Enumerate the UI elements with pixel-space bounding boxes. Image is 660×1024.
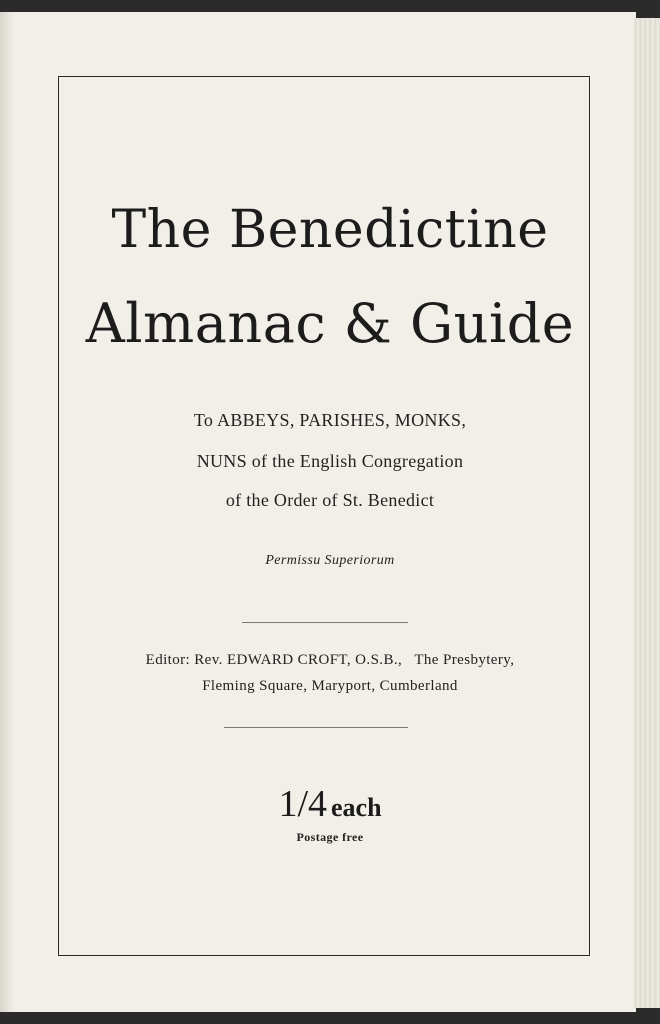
subtitle-line-1: To ABBEYS, PARISHES, MONKS, — [193, 410, 467, 430]
title-line-2: Almanac & Guide — [85, 292, 575, 355]
permission-note: Permissu Superiorum — [265, 553, 395, 568]
divider-bottom — [224, 727, 408, 728]
price-unit: each — [331, 793, 382, 822]
price-amount: 1/4 — [278, 783, 327, 825]
editor-line-2: Fleming Square, Maryport, Cumberland — [202, 678, 458, 694]
spine-shadow — [0, 12, 14, 1012]
subtitle-line-2: NUNS of the English Congregation — [196, 451, 464, 471]
editor-line-1: Editor: Rev. EDWARD CROFT, O.S.B., The Presbytery, — [145, 652, 515, 668]
divider-top — [242, 622, 408, 623]
price — [0, 782, 660, 826]
postage-note: Postage free — [296, 830, 364, 844]
title-line-1: The Benedictine — [111, 200, 549, 260]
subtitle-line-3: of the Order of St. Benedict — [225, 490, 435, 510]
page-edges — [634, 18, 660, 1008]
